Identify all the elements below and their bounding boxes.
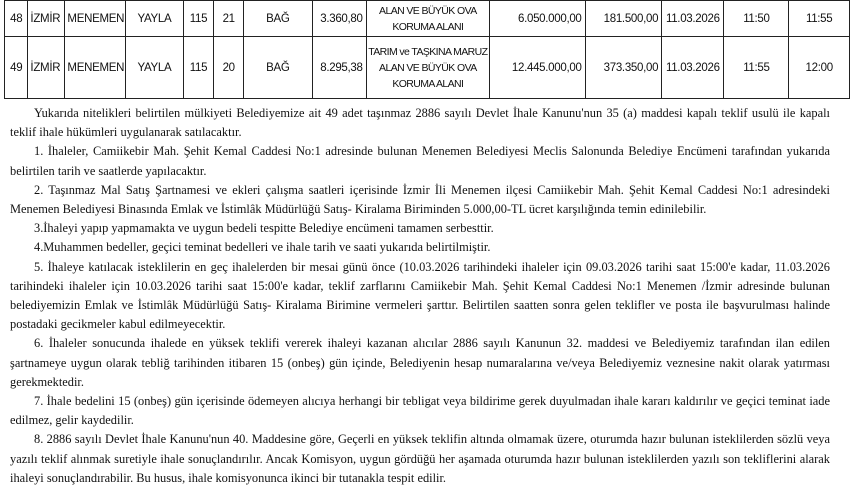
cell-ada: 115 [183,37,214,99]
lots-table [4,0,850,99]
announcement-body [10,104,830,488]
cell-parsel: 20 [214,37,244,99]
cell-alan: 3.360,80 [312,1,366,37]
cell-imar: TARIM ve TAŞKINA MARUZ ALAN VE BÜYÜK OVA KORUMA ALANI [366,37,489,99]
cell-alan: 8.295,38 [312,37,366,99]
cell-mahalle: YAYLA [126,37,184,99]
paragraph-5: 5. İhaleye katılacak isteklilerin en geç ihalelerden bir mesai günü önce (10.03.2026 tarihindeki ihaleler için 09.03.2026 tarihi saat 15:00'e kadar, 11.03.2026 tarihindeki ihaleler için 10.03.2026 tarihi saat 15:00'e kadar, teklif zarflarını Camiikebir Mah. Şehit Kemal Caddesi No:1 Menemen /İzmir adresinde bulunan belediyemizin Emlak ve İstimlâk Müdürlüğü Satış- Kiralama Birimine vermeleri şarttır. Belirtilen saatten sonra gelen teklifler ve posta ile başvurulması halinde postadaki gecikmeler kabul edilmeyecektir. [10,259,830,332]
cell-nitelik: BAĞ [243,1,312,37]
paragraph-7: 7. İhale bedelini 15 (onbeş) gün içerisinde ödemeyen alıcıya herhangi bir tebligat veya bildirime gerek duyulmadan ihale kararı kaldırılır ve geçici teminat iade edilmez, gelir kaydedilir. [10,394,830,428]
paragraph-intro: Yukarıda nitelikleri belirtilen mülkiyeti Belediyemize ait 49 adet taşınmaz 2886 sayılı Devlet İhale Kanunu'nun 35 (a) maddesi kapalı teklif usulü ile kapalı teklif ihale hükümleri uygulanarak satılacaktır. [10,106,830,140]
paragraph-8: 8. 2886 sayılı Devlet İhale Kanunu'nun 40. Maddesine göre, Geçerli en yüksek teklifin altında olmamak üzere, oturumda hazır bulunan isteklilerden sözlü veya yazılı teklif alınmak suretiyle ihale sonuçlandırılır. Ancak Komisyon, uygun gördüğü her aşamada oturumda hazır bulunan isteklilerden yazılı son tekliflerini alarak ihaleyi sonuçlandırabilir. Bu husus, ihale komisyonunca ikinci bir tutanakla tespit edilir. [10,432,830,485]
paragraph-1: 1. İhaleler, Camiikebir Mah. Şehit Kemal Caddesi No:1 adresinde bulunan Menemen Belediyesi Meclis Salonunda Belediye Encümeni tarafından yukarıda belirtilen tarih ve saatlerde yapılacaktır. [10,144,830,178]
cell-no: 49 [5,37,28,99]
cell-nitelik: BAĞ [243,37,312,99]
cell-teminat: 373.350,00 [585,37,662,99]
paragraph-3: 3.İhaleyi yapıp yapmamakta ve uygun bedeli tespitte Belediye encümeni tamamen serbesttir. [34,221,494,236]
cell-mahalle: YAYLA [126,1,184,37]
cell-bedel: 12.445.000,00 [490,37,585,99]
cell-tarih: 11.03.2026 [662,37,724,99]
cell-ilce: MENEMEN [65,37,126,99]
cell-no: 48 [5,1,28,37]
cell-il: İZMİR [28,1,65,37]
cell-teklif-saati: 11:55 [789,1,850,37]
cell-parsel: 21 [214,1,244,37]
cell-teklif-saati: 12:00 [789,37,850,99]
cell-teminat: 181.500,00 [585,1,662,37]
cell-tarih: 11.03.2026 [662,1,724,37]
paragraph-2: 2. Taşınmaz Mal Satış Şartnamesi ve ekleri çalışma saatleri içerisinde İzmir İli Menemen ilçesi Camiikebir Mah. Şehit Kemal Caddesi No:1 adresindeki Menemen Belediyesi Binasında Emlak ve İstimlâk Müdürlüğü Satış- Kiralama Biriminden 5.000,00-TL ücret karşılığında temin edinilebilir. [10,182,830,217]
cell-imar: ALAN VE BÜYÜK OVA KORUMA ALANI [366,1,489,37]
table-row [5,1,850,37]
cell-bedel: 6.050.000,00 [490,1,585,37]
table-row [5,37,850,99]
cell-ihale-saati: 11:55 [724,37,789,99]
cell-ada: 115 [183,1,214,37]
cell-ilce: MENEMEN [65,1,126,37]
cell-il: İZMİR [28,37,65,99]
paragraph-6: 6. İhaleler sonucunda ihalede en yüksek teklifi vererek ihaleyi kazanan alıcılar 2886 sayılı Kanunun 32. maddesi ve Belediyemiz tarafından ilan edilen şartnameye uygun olarak tebliğ tarihinden itibaren 15 (onbeş) gün içinde, Belediyenin hesap numaralarına ve/veya Belediyemiz veznesine nakit olarak yatırması gerekmektedir. [10,336,830,389]
paragraph-4: 4.Muhammen bedeller, geçici teminat bedelleri ve ihale tarih ve saati yukarıda belirtilmiştir. [34,240,491,255]
cell-ihale-saati: 11:50 [724,1,789,37]
